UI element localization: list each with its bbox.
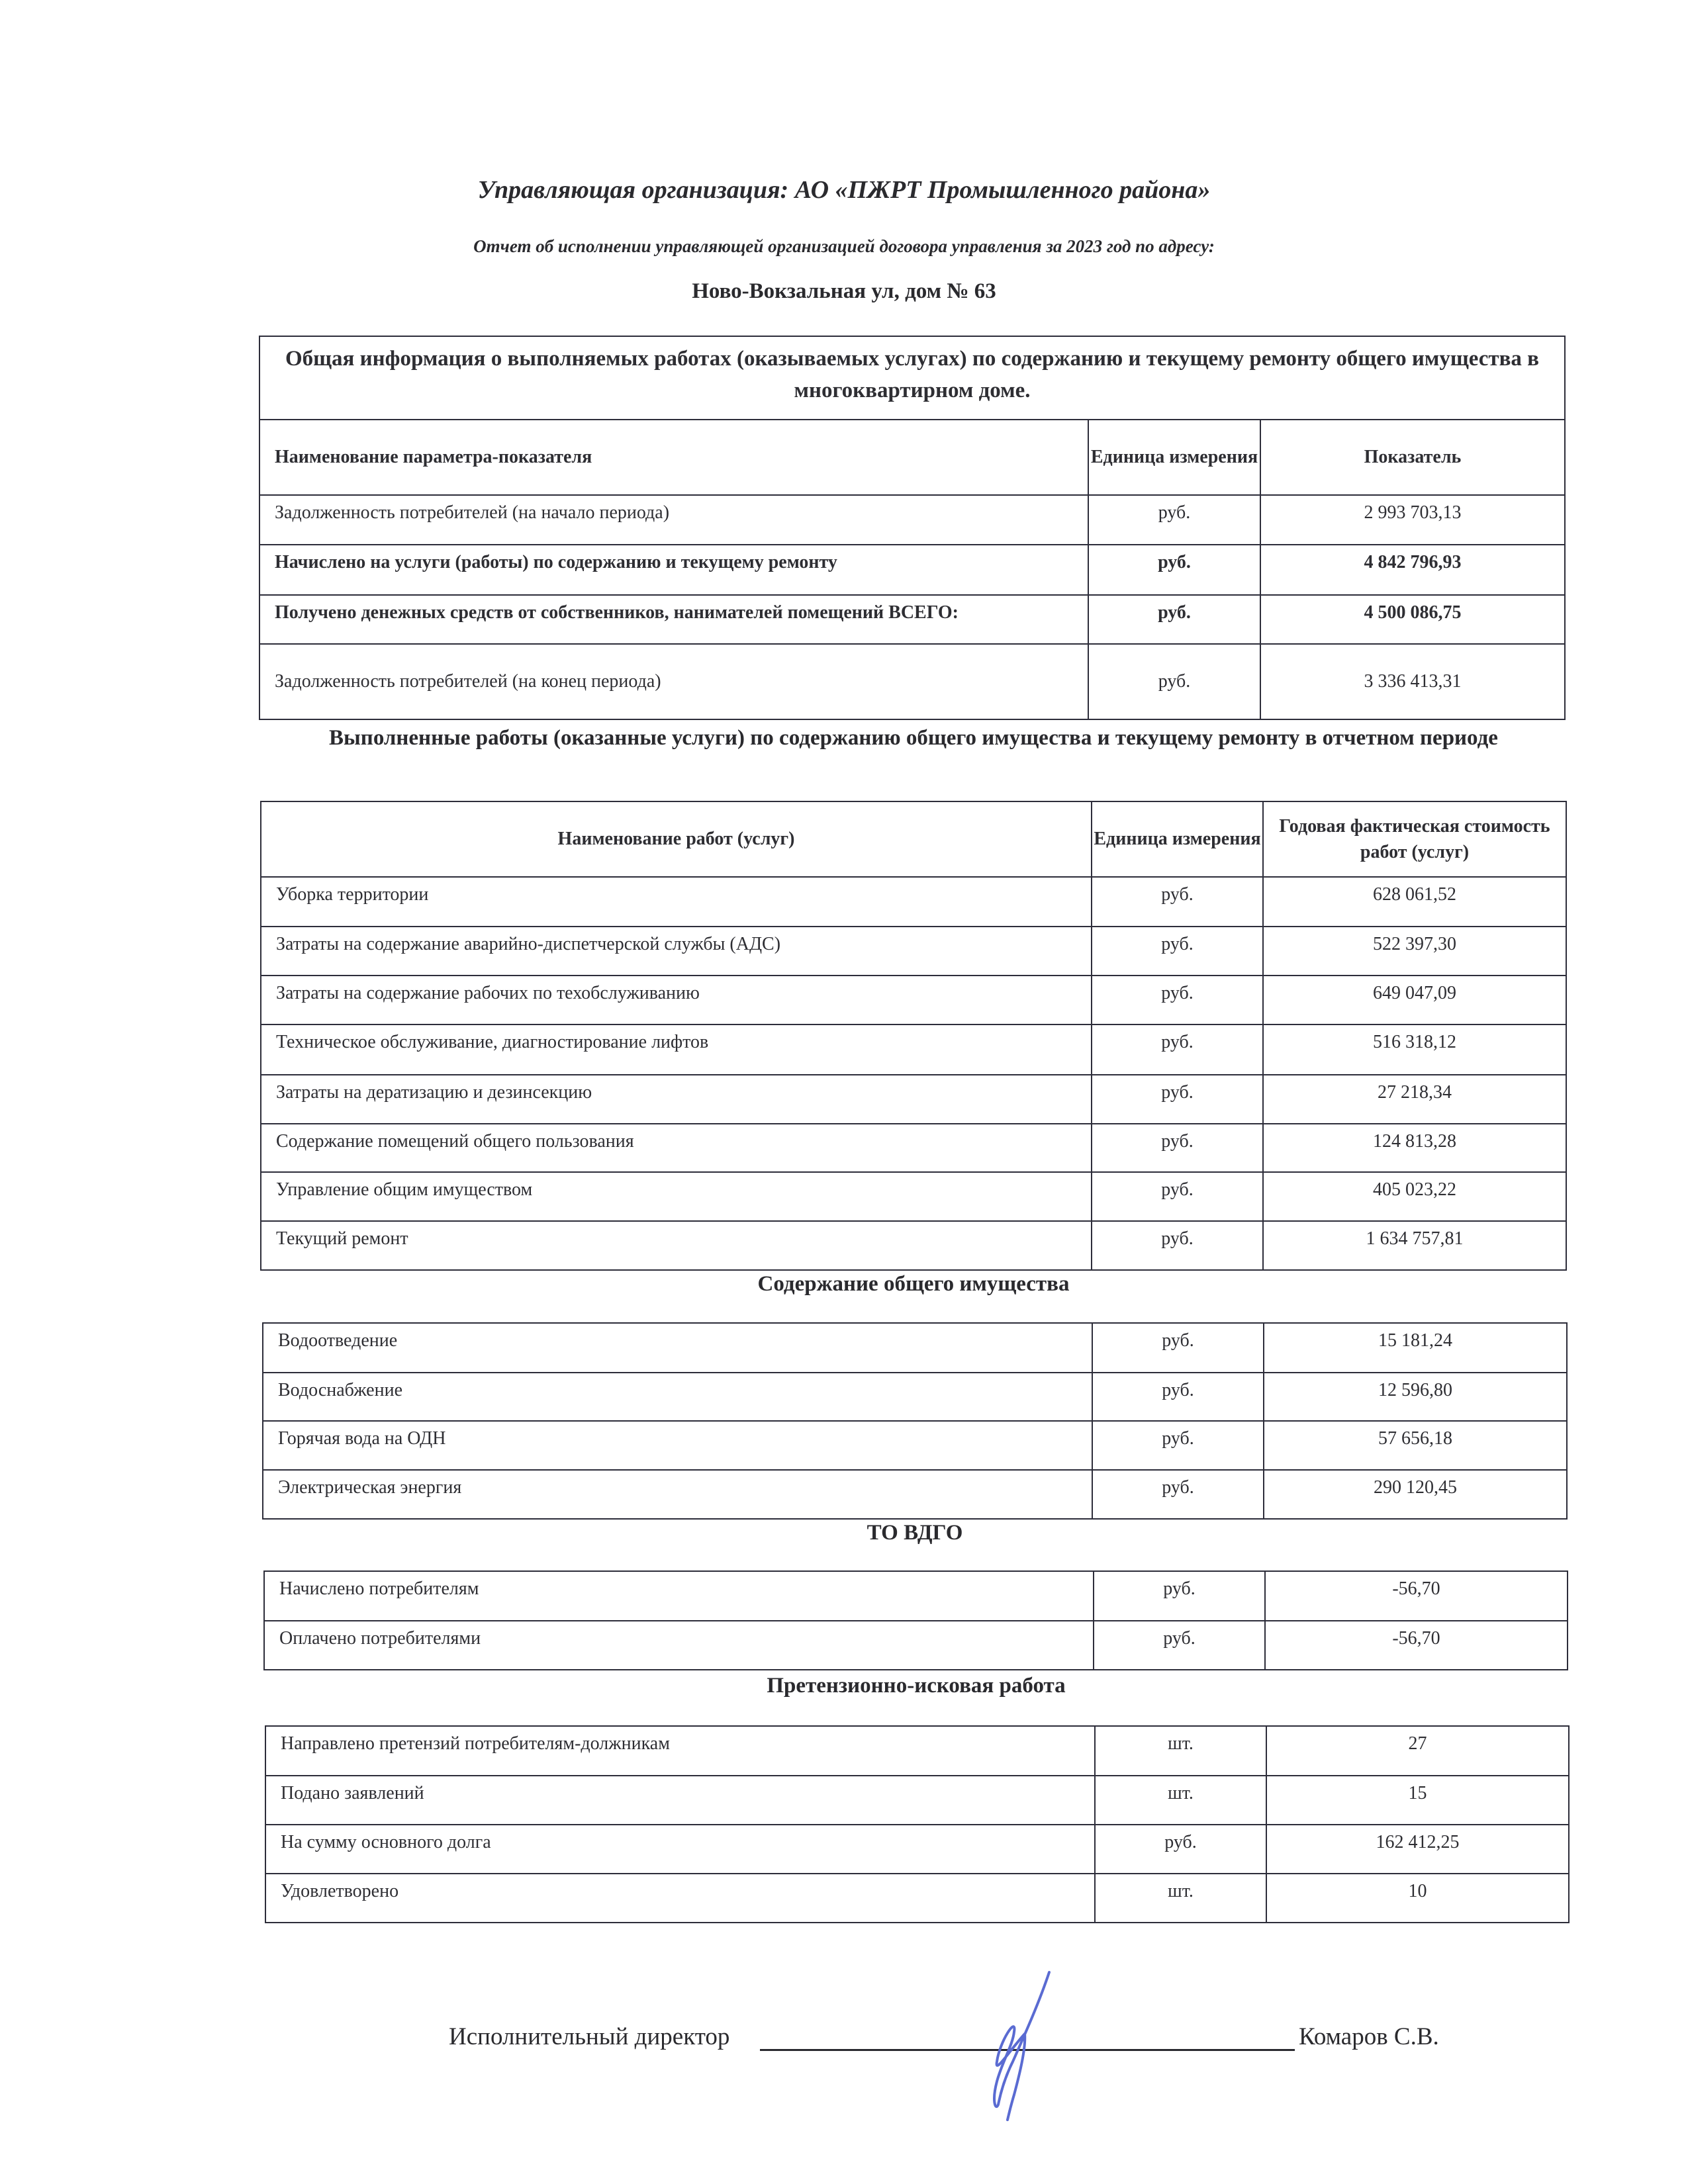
table-row: [261, 877, 1566, 927]
row-label: Водоснабжение: [263, 1373, 1092, 1421]
row-unit: шт.: [1095, 1726, 1266, 1776]
general-info-table: [259, 336, 1566, 720]
works-section-title: Выполненные работы (оказанные услуги) по содержанию общего имущества и текущему ремонту в отчетном периоде: [329, 726, 1498, 750]
column-header-unit: Единица измерения: [1088, 420, 1260, 495]
table-row: [259, 595, 1565, 644]
table-row: [265, 1825, 1569, 1874]
row-unit: руб.: [1092, 1323, 1264, 1373]
row-label: Удовлетворено: [265, 1874, 1095, 1923]
row-value: 290 120,45: [1264, 1470, 1567, 1519]
row-label: Оплачено потребителями: [264, 1621, 1094, 1670]
row-value: 162 412,25: [1266, 1825, 1569, 1874]
row-value: 2 993 703,13: [1260, 495, 1565, 545]
table-row: [265, 1874, 1569, 1923]
row-label: Затраты на дератизацию и дезинсекцию: [261, 1075, 1092, 1124]
row-unit: руб.: [1092, 1124, 1263, 1172]
row-label: Техническое обслуживание, диагностирование лифтов: [261, 1024, 1092, 1075]
vdgo-section-title: ТО ВДГО: [867, 1521, 963, 1545]
row-unit: руб.: [1092, 1470, 1264, 1519]
row-label: Содержание помещений общего пользования: [261, 1124, 1092, 1172]
row-label: Водоотведение: [263, 1323, 1092, 1373]
works-table: [260, 801, 1567, 1271]
row-value: 516 318,12: [1263, 1024, 1566, 1075]
row-label: Электрическая энергия: [263, 1470, 1092, 1519]
row-label: Начислено на услуги (работы) по содержанию и текущему ремонту: [259, 545, 1088, 595]
general-info-caption: Общая информация о выполняемых работах (оказываемых услугах) по содержанию и текущему ремонту общего имущества в многоквартирном доме.: [259, 336, 1565, 420]
common-property-section-title: Содержание общего имущества: [757, 1272, 1070, 1296]
organization-title: Управляющая организация: АО «ПЖРТ Промышленного района»: [477, 176, 1211, 204]
row-value: 27: [1266, 1726, 1569, 1776]
row-label: Подано заявлений: [265, 1776, 1095, 1825]
row-label: Направлено претензий потребителям-должникам: [265, 1726, 1095, 1776]
row-value: -56,70: [1265, 1621, 1568, 1670]
row-value: 15: [1266, 1776, 1569, 1825]
table-row: [264, 1621, 1568, 1670]
row-unit: руб.: [1092, 1221, 1263, 1270]
table-row: [261, 1075, 1566, 1124]
general-info-header-row: [259, 420, 1565, 495]
column-header-parameter: Наименование параметра-показателя: [259, 420, 1088, 495]
row-value: 4 842 796,93: [1260, 545, 1565, 595]
row-label: Управление общим имуществом: [261, 1172, 1092, 1221]
table-row: [261, 1221, 1566, 1270]
row-value: 522 397,30: [1263, 927, 1566, 976]
table-row: [261, 1024, 1566, 1075]
row-unit: шт.: [1095, 1874, 1266, 1923]
column-header-value: Показатель: [1260, 420, 1565, 495]
row-label: Горячая вода на ОДН: [263, 1421, 1092, 1470]
row-unit: руб.: [1088, 595, 1260, 644]
row-value: 15 181,24: [1264, 1323, 1567, 1373]
row-unit: руб.: [1092, 927, 1263, 976]
report-subtitle: Отчет об исполнении управляющей организацией договора управления за 2023 год по адресу:: [473, 236, 1215, 256]
row-label: Задолженность потребителей (на начало периода): [259, 495, 1088, 545]
row-label: Уборка территории: [261, 877, 1092, 927]
row-unit: шт.: [1095, 1776, 1266, 1825]
row-label: Затраты на содержание аварийно-диспетчерской службы (АДС): [261, 927, 1092, 976]
common-property-table: [262, 1322, 1568, 1520]
row-unit: руб.: [1088, 545, 1260, 595]
row-value: 12 596,80: [1264, 1373, 1567, 1421]
row-value: 1 634 757,81: [1263, 1221, 1566, 1270]
row-value: -56,70: [1265, 1571, 1568, 1621]
vdgo-table: [263, 1570, 1568, 1670]
table-row: [263, 1421, 1567, 1470]
claims-section-title: Претензионно-исковая работа: [767, 1674, 1066, 1698]
table-row: [259, 644, 1565, 719]
table-row: [263, 1373, 1567, 1421]
row-label: На сумму основного долга: [265, 1825, 1095, 1874]
address-heading: Ново-Вокзальная ул, дом № 63: [692, 279, 996, 303]
row-unit: руб.: [1092, 1373, 1264, 1421]
general-info-caption-row: [259, 336, 1565, 420]
claims-table: [265, 1725, 1570, 1923]
table-row: [261, 927, 1566, 976]
row-label: Начислено потребителям: [264, 1571, 1094, 1621]
table-row: [263, 1323, 1567, 1373]
row-unit: руб.: [1092, 1421, 1264, 1470]
row-unit: руб.: [1092, 1024, 1263, 1075]
table-row: [261, 1124, 1566, 1172]
row-value: 27 218,34: [1263, 1075, 1566, 1124]
column-header-work-name: Наименование работ (услуг): [261, 801, 1092, 877]
row-value: 57 656,18: [1264, 1421, 1567, 1470]
table-row: [263, 1470, 1567, 1519]
table-row: [261, 1172, 1566, 1221]
table-row: [259, 545, 1565, 595]
row-unit: руб.: [1092, 1075, 1263, 1124]
row-unit: руб.: [1092, 1172, 1263, 1221]
row-unit: руб.: [1095, 1825, 1266, 1874]
handwritten-signature-icon: [953, 1969, 1072, 2121]
table-row: [259, 495, 1565, 545]
row-value: 124 813,28: [1263, 1124, 1566, 1172]
works-header-row: [261, 801, 1566, 877]
row-unit: руб.: [1092, 877, 1263, 927]
row-value: 4 500 086,75: [1260, 595, 1565, 644]
row-unit: руб.: [1094, 1571, 1265, 1621]
signatory-position: Исполнительный директор: [449, 2023, 730, 2050]
row-value: 405 023,22: [1263, 1172, 1566, 1221]
row-label: Затраты на содержание рабочих по техобслуживанию: [261, 976, 1092, 1024]
signatory-name: Комаров С.В.: [1299, 2023, 1439, 2050]
row-unit: руб.: [1092, 976, 1263, 1024]
column-header-unit: Единица измерения: [1092, 801, 1263, 877]
row-value: 649 047,09: [1263, 976, 1566, 1024]
table-row: [261, 976, 1566, 1024]
row-value: 628 061,52: [1263, 877, 1566, 927]
row-unit: руб.: [1088, 644, 1260, 719]
row-label: Текущий ремонт: [261, 1221, 1092, 1270]
row-value: 3 336 413,31: [1260, 644, 1565, 719]
table-row: [265, 1726, 1569, 1776]
row-value: 10: [1266, 1874, 1569, 1923]
column-header-annual-cost: Годовая фактическая стоимость работ (услуг): [1263, 801, 1566, 877]
row-unit: руб.: [1094, 1621, 1265, 1670]
row-unit: руб.: [1088, 495, 1260, 545]
table-row: [264, 1571, 1568, 1621]
row-label: Получено денежных средств от собственников, нанимателей помещений ВСЕГО:: [259, 595, 1088, 644]
table-row: [265, 1776, 1569, 1825]
row-label: Задолженность потребителей (на конец периода): [259, 644, 1088, 719]
